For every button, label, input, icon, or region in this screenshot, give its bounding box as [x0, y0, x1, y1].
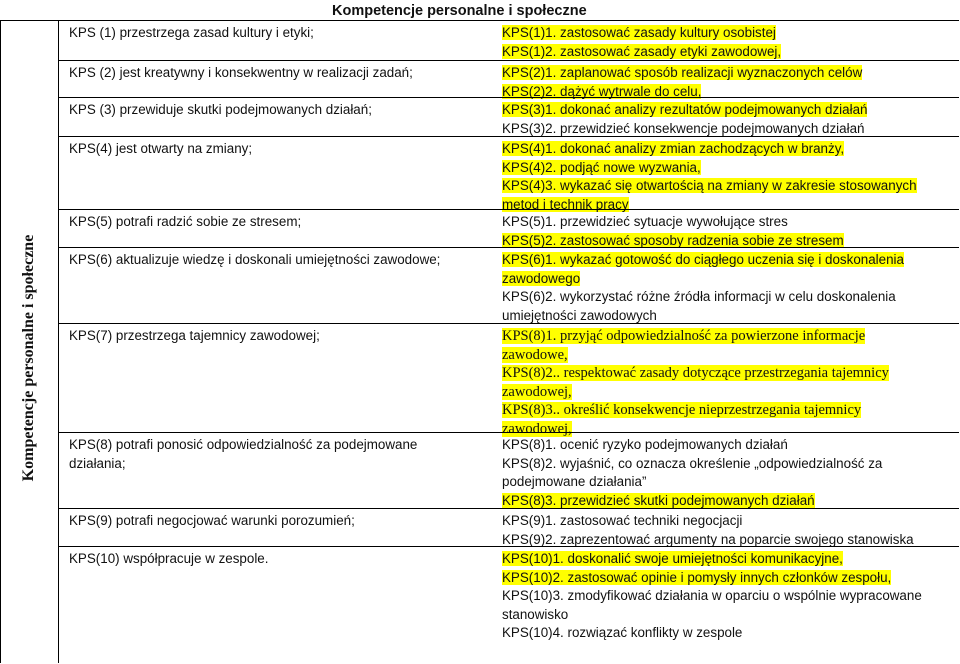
- outcome-line: [502, 383, 942, 402]
- side-label: Kompetencje personalne i społeczne: [20, 234, 37, 482]
- competence-description: [69, 512, 489, 531]
- table-row: [59, 209, 959, 248]
- outcome-text-highlighted: KPS(4)2. podjąć nowe wyzwania,: [502, 159, 701, 175]
- outcome-text: KPS(9)1. zastosować techniki negocjacji: [502, 513, 743, 528]
- outcome-text: podejmowane działania”: [502, 474, 647, 489]
- learning-outcomes: [502, 140, 942, 214]
- learning-outcomes: [502, 24, 942, 61]
- outcome-line: [502, 587, 942, 606]
- table-header: Kompetencje personalne i społeczne: [332, 3, 587, 19]
- outcome-line: [502, 624, 942, 643]
- table-row: [59, 508, 959, 547]
- competence-description: [69, 251, 489, 270]
- outcome-text: KPS(3)2. przewidzieć konsekwencje podejmowanych działań: [502, 120, 865, 136]
- competence-text: KPS(5) potrafi radzić sobie ze stresem;: [69, 214, 302, 229]
- competence-text: KPS (2) jest kreatywny i konsekwentny w realizacji zadań;: [69, 65, 413, 80]
- table-row: [59, 97, 959, 137]
- outcome-text: KPS(8)1. ocenić ryzyko podejmowanych działań: [502, 437, 788, 452]
- outcome-line: [502, 177, 942, 196]
- table-row: [59, 136, 959, 210]
- table-row: [59, 60, 959, 98]
- table-row: [59, 20, 959, 61]
- outcome-text-highlighted: KPS(10)1. doskonalić swoje umiejętności komunikacyjne,: [502, 551, 843, 566]
- outcome-text-highlighted: zawodowej,: [502, 420, 572, 437]
- learning-outcomes: [502, 64, 942, 101]
- competence-description: [69, 101, 489, 120]
- outcome-text-highlighted: KPS(4)1. dokonać analizy zmian zachodzących w branży,: [502, 141, 845, 156]
- outcome-line: [502, 550, 942, 569]
- outcome-text-highlighted: KPS(2)1. zaplanować sposób realizacji wyznaczonych celów: [502, 65, 863, 80]
- competence-text: KPS(8) potrafi ponosić odpowiedzialność za podejmowane: [69, 437, 418, 452]
- outcome-line: [502, 159, 942, 178]
- outcome-text: umiejętności zawodowych: [502, 307, 657, 323]
- learning-outcomes: [502, 550, 942, 643]
- table-row: [59, 546, 959, 664]
- outcome-text-highlighted: KPS(4)3. wykazać się otwartością na zmiany w zakresie stosowanych: [502, 178, 917, 193]
- learning-outcomes: [502, 213, 942, 250]
- competence-description: [69, 140, 489, 159]
- learning-outcomes: [502, 327, 942, 438]
- learning-outcomes: [502, 512, 942, 549]
- outcome-text-highlighted: metod i technik pracy: [502, 196, 629, 212]
- outcome-line: [502, 455, 942, 474]
- competence-text: KPS (3) przewiduje skutki podejmowanych działań;: [69, 102, 372, 117]
- outcome-line: [502, 213, 942, 232]
- competence-text: KPS(9) potrafi negocjować warunki porozumień;: [69, 513, 355, 528]
- outcome-text-highlighted: KPS(2)2. dążyć wytrwale do celu,: [502, 83, 702, 99]
- outcome-text-highlighted: KPS(5)2. zastosować sposoby radzenia sobie ze stresem: [502, 232, 844, 248]
- outcome-line: [502, 346, 942, 365]
- outcome-text: KPS(8)2. wyjaśnić, co oznacza określenie „odpowiedzialność za: [502, 455, 883, 471]
- outcome-line: [502, 512, 942, 531]
- table-row: [59, 432, 959, 509]
- learning-outcomes: [502, 251, 942, 325]
- learning-outcomes: [502, 101, 942, 138]
- outcome-line: [502, 436, 942, 455]
- table-row: [59, 247, 959, 324]
- outcome-text-highlighted: KPS(8)3.. określić konsekwencje nieprzestrzegania tajemnicy: [502, 402, 862, 418]
- outcome-line: [502, 140, 942, 159]
- outcome-line: [502, 569, 942, 588]
- outcome-text: KPS(9)2. zaprezentować argumenty na poparcie swojego stanowiska: [502, 531, 914, 547]
- outcome-line: [502, 401, 942, 420]
- competence-text: KPS(6) aktualizuje wiedzę i doskonali umiejętności zawodowe;: [69, 252, 441, 267]
- outcome-text: KPS(5)1. przewidzieć sytuacje wywołujące stres: [502, 214, 788, 229]
- outcome-line: [502, 24, 942, 43]
- table-row: [59, 323, 959, 437]
- outcome-line: [502, 327, 942, 346]
- competence-description: [69, 550, 489, 569]
- competence-text: KPS(7) przestrzega tajemnicy zawodowej;: [69, 328, 320, 343]
- competence-description: [69, 24, 489, 43]
- competence-text: KPS (1) przestrzega zasad kultury i etyki;: [69, 25, 314, 40]
- outcome-text: KPS(10)3. zmodyfikować działania w oparciu o wspólnie wypracowane: [502, 588, 922, 603]
- outcome-line: [502, 101, 942, 120]
- outcome-line: [502, 473, 942, 492]
- side-column: [0, 20, 58, 663]
- competence-description: [69, 327, 489, 346]
- outcome-text-highlighted: KPS(8)1. przyjąć odpowiedzialność za powierzone informacje: [502, 328, 866, 344]
- outcome-line: [502, 251, 942, 270]
- competence-text: KPS(10) współpracuje w zespole.: [69, 551, 269, 566]
- outcome-line: [502, 364, 942, 383]
- outcome-text-highlighted: zawodowego: [502, 270, 581, 286]
- outcome-text-highlighted: KPS(6)1. wykazać gotowość do ciągłego uczenia się i doskonalenia: [502, 252, 904, 267]
- outcome-text-highlighted: KPS(10)2. zastosować opinie i pomysły innych członków zespołu,: [502, 569, 892, 585]
- outcome-text-highlighted: zawodowe,: [502, 346, 568, 363]
- outcome-line: [502, 43, 942, 62]
- outcome-text-highlighted: KPS(1)2. zastosować zasady etyki zawodowej,: [502, 43, 782, 59]
- competence-text: KPS(4) jest otwarty na zmiany;: [69, 141, 253, 156]
- learning-outcomes: [502, 436, 942, 510]
- outcome-line: [502, 270, 942, 289]
- competence-description: [69, 64, 489, 83]
- outcome-line: [502, 288, 942, 307]
- outcome-text: KPS(6)2. wykorzystać różne źródła informacji w celu doskonalenia: [502, 289, 896, 304]
- outcome-line: [502, 64, 942, 83]
- outcome-text-highlighted: zawodowej,: [502, 383, 572, 400]
- outcome-text-highlighted: KPS(1)1. zastosować zasady kultury osobistej: [502, 25, 776, 40]
- competence-description: [69, 213, 489, 232]
- outcome-text: KPS(10)4. rozwiązać konflikty w zespole: [502, 625, 743, 640]
- competence-description: [69, 436, 489, 473]
- outcome-text-highlighted: KPS(3)1. dokonać analizy rezultatów podejmowanych działań: [502, 102, 868, 117]
- competence-text: działania;: [69, 455, 126, 471]
- outcome-line: [502, 606, 942, 625]
- outcome-text-highlighted: KPS(8)2.. respektować zasady dotyczące przestrzegania tajemnicy: [502, 365, 889, 381]
- outcome-text: stanowisko: [502, 606, 569, 622]
- outcome-text-highlighted: KPS(8)3. przewidzieć skutki podejmowanych działań: [502, 492, 815, 508]
